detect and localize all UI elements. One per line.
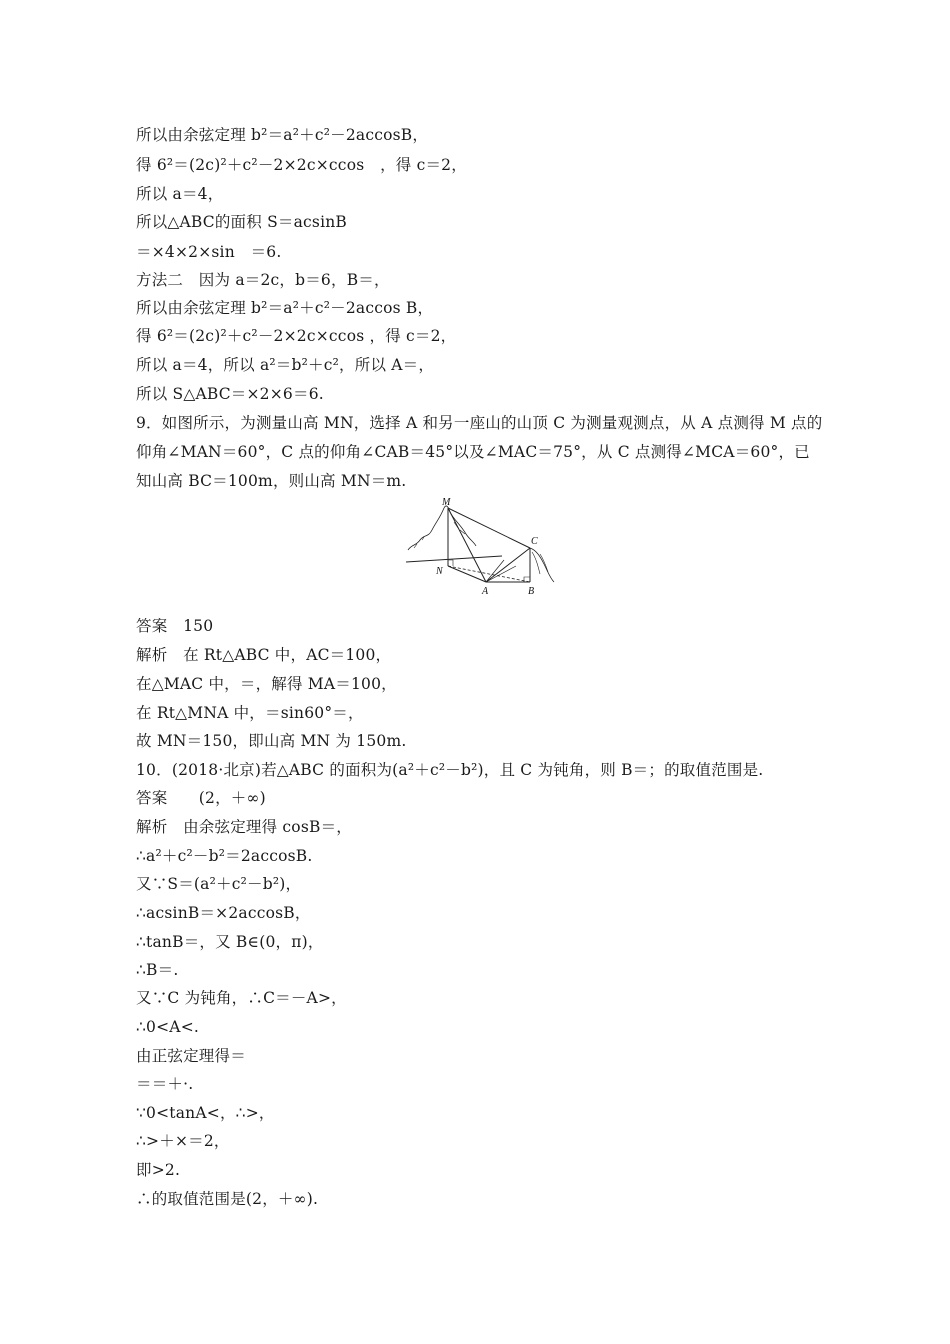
text-line: 所以△ABC的面积 S＝acsinB — [136, 213, 348, 231]
text-line: 由正弦定理得＝ — [136, 1047, 246, 1065]
text-line: ∵0<tanA<，∴>， — [136, 1104, 275, 1122]
text-line: ∴的取值范围是(2，＋∞). — [136, 1190, 319, 1208]
question-9-text: 仰角∠MAN＝60°，C 点的仰角∠CAB＝45°以及∠MAC＝75°，从 C 点测得∠MCA＝60°，已 — [136, 443, 810, 461]
text-line: 即>2. — [136, 1161, 181, 1179]
label-m: M — [442, 497, 451, 508]
text-line: ＝＝＋·. — [136, 1075, 194, 1093]
text-line: ∴acsinB＝×2accosB， — [136, 904, 311, 922]
text-line: 所以 a＝4， — [136, 185, 224, 203]
text-line: 方法二 因为 a＝2c，b＝6，B＝， — [136, 271, 390, 289]
text-line: 得 6²＝(2c)²＋c²－2×2c×ccos ，得 c＝2， — [136, 156, 467, 174]
text-line: 又∵C 为钝角，∴C＝－A>， — [136, 989, 347, 1007]
text-line: 得 6²＝(2c)²＋c²－2×2c×ccos ，得 c＝2， — [136, 327, 457, 345]
label-c: C — [531, 536, 538, 547]
text-line: ∴a²＋c²－b²＝2accosB. — [136, 847, 313, 865]
text-line: ＝×4×2×sin ＝6. — [136, 243, 282, 261]
label-b: B — [528, 586, 535, 597]
question-9-text: 知山高 BC＝100m，则山高 MN＝m. — [136, 472, 407, 490]
text-line: 解析 在 Rt△ABC 中，AC＝100， — [136, 646, 392, 664]
text-line: ∴>＋×＝2， — [136, 1132, 230, 1150]
label-n: N — [436, 566, 443, 577]
text-line: 所以由余弦定理 b²＝a²＋c²－2accos B， — [136, 299, 434, 317]
text-line: ∴0<A<. — [136, 1018, 200, 1036]
text-line: 解析 由余弦定理得 cosB＝， — [136, 818, 352, 836]
question-10-text: 10．(2018·北京)若△ABC 的面积为(a²＋c²－b²)，且 C 为钝角，则 B＝；的取值范围是. — [136, 761, 764, 779]
text-line: ∴B＝. — [136, 961, 179, 979]
text-line: 又∵S＝(a²＋c²－b²)， — [136, 875, 302, 893]
text-line: 故 MN＝150，即山高 MN 为 150m. — [136, 732, 407, 750]
label-a: A — [482, 586, 489, 597]
text-line: 所以 S△ABC＝×2×6＝6. — [136, 385, 324, 403]
answer-9: 答案 150 — [136, 617, 214, 635]
text-line: 所以由余弦定理 b²＝a²＋c²－2accosB， — [136, 126, 429, 144]
question-9-text: 9．如图所示，为测量山高 MN，选择 A 和另一座山的山顶 C 为测量观测点，从 A 点测得 M 点的 — [136, 414, 823, 432]
mountain-measurement-figure — [404, 494, 564, 598]
answer-10: 答案 (2，＋∞) — [136, 789, 266, 807]
text-line: 在△MAC 中，＝，解得 MA＝100， — [136, 675, 397, 693]
text-line: 所以 a＝4，所以 a²＝b²＋c²，所以 A＝， — [136, 356, 435, 374]
text-line: 在 Rt△MNA 中，＝sin60°＝， — [136, 704, 364, 722]
text-line: ∴tanB＝，又 B∈(0，π)， — [136, 933, 324, 951]
